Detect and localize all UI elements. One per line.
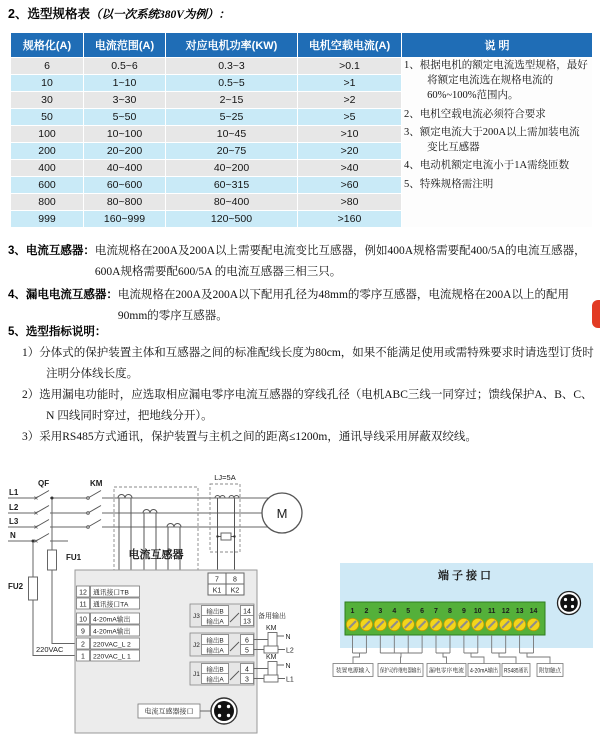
contactor-label: KM bbox=[90, 479, 103, 488]
cell: 5~25 bbox=[166, 109, 298, 126]
group-label-aux-contact: 附加触点 bbox=[539, 668, 564, 675]
spec-table-header-row bbox=[11, 33, 593, 58]
cell: >0.1 bbox=[298, 58, 402, 75]
relay-j3 bbox=[190, 604, 286, 627]
page-title-paren: （以一次系统380V为例）： bbox=[89, 9, 230, 21]
terminal-label: 通讯接口TA bbox=[93, 601, 129, 609]
strip-num: 11 bbox=[487, 608, 496, 615]
cell: 999 bbox=[11, 211, 84, 228]
cell: 10~100 bbox=[84, 126, 166, 143]
section-current-transformer bbox=[8, 241, 594, 283]
col-header-spec: 规格化(A) bbox=[11, 33, 84, 58]
list-item: 3）采用RS485方式通讯，保护装置与主机之间的距离≤1200m，通讯导线采用屏蔽双绞线。 bbox=[22, 431, 477, 443]
terminal-num: 9 bbox=[81, 628, 85, 636]
col-header-notes: 说 明 bbox=[402, 33, 593, 58]
page-edge-red-tab bbox=[592, 300, 600, 328]
relay-num-a: 13 bbox=[243, 618, 251, 626]
terminal-group-labels bbox=[333, 664, 563, 677]
strip-num: 13 bbox=[515, 608, 524, 615]
breaker-label: QF bbox=[38, 479, 50, 488]
qf-breaker bbox=[35, 491, 50, 543]
list-item: 1）分体式的保护装置主体和互感器之间的标准配线长度为80cm，如果不能满足使用或需特殊要求时请选型订货时注明分体线长度。 bbox=[22, 347, 594, 380]
relay-out-a: 输出A bbox=[206, 676, 224, 684]
note-item: 4、电动机额定电流小于1A需绕匝数 bbox=[404, 160, 570, 172]
strip-num: 7 bbox=[434, 608, 438, 615]
wiring-diagram bbox=[0, 467, 600, 747]
leakage-ct-dashed-box bbox=[210, 484, 240, 552]
section3-body: 电流规格在200A及200A以上需要配电流变比互感器，例如400A规格需要配400/5A的电流互感器，600A规格需要配600/5A 的电流互感器三相三只。 bbox=[94, 245, 586, 278]
section4-label: 4、漏电电流互感器： bbox=[8, 289, 118, 301]
group-label-power-input: 装置电源输入 bbox=[336, 668, 373, 675]
relay-num-b: 4 bbox=[245, 666, 249, 674]
group-label-leakage-ct: 漏电零序电流 bbox=[429, 668, 466, 675]
relay-name: J1 bbox=[193, 671, 200, 678]
note-item: 1、根据电机的额定电流选型规格，最好将额定电流选在规格电流的60%~100%范围内。 bbox=[404, 60, 588, 102]
group-label-relay-output: 保护动作继电器输出 bbox=[380, 668, 435, 675]
cell: >5 bbox=[298, 109, 402, 126]
col-header-motor-power: 对应电机功率(KW) bbox=[166, 33, 298, 58]
ct-port-label: 电流互感器接口 bbox=[144, 708, 194, 716]
terminal-label: 通讯接口TB bbox=[93, 589, 129, 597]
page-title-main: 2、选型规格表 bbox=[8, 7, 90, 21]
terminal-7: 7 bbox=[215, 576, 219, 584]
phase-l2-label: L2 bbox=[9, 503, 19, 512]
relay-num-a: 5 bbox=[245, 647, 249, 655]
list-item: 2）选用漏电功能时，应选取相应漏电零序电流互感器的穿线孔径（电机ABC三线一同穿过；馈线保护A、B、C、N 四线同时穿过，把地线分开）。 bbox=[22, 389, 593, 422]
notes-cell bbox=[402, 58, 593, 228]
relay-name: J2 bbox=[193, 642, 200, 649]
strip-num: 9 bbox=[461, 608, 466, 615]
km-coil-label: KM bbox=[266, 625, 277, 632]
strip-num: 5 bbox=[406, 608, 411, 615]
cell: 50 bbox=[11, 109, 84, 126]
cell: 600 bbox=[11, 177, 84, 194]
neutral-label: N bbox=[285, 663, 291, 670]
cell: 0.3~3 bbox=[166, 58, 298, 75]
relay-out-a: 输出A bbox=[206, 618, 224, 626]
section5-title: 5、选型指标说明： bbox=[8, 326, 107, 338]
leakage-ct-coils bbox=[215, 496, 239, 574]
panel-round-connector-icon bbox=[558, 592, 581, 615]
section5-items bbox=[22, 343, 594, 448]
terminal-label: 220VAC_L 2 bbox=[93, 641, 131, 649]
panel-title: 端子接口 bbox=[438, 570, 494, 582]
cell: 3~30 bbox=[84, 92, 166, 109]
km-coil-label: KM bbox=[266, 654, 277, 661]
round-connector-body bbox=[214, 701, 234, 721]
cell: 6 bbox=[11, 58, 84, 75]
cell: >160 bbox=[298, 211, 402, 228]
strip-num: 6 bbox=[420, 608, 425, 615]
relay-out-b: 输出B bbox=[206, 637, 224, 645]
fuse-branch-fu1 bbox=[48, 497, 77, 644]
cell: >40 bbox=[298, 160, 402, 177]
cell: >60 bbox=[298, 177, 402, 194]
cell: 1~10 bbox=[84, 75, 166, 92]
col-header-current-range: 电流范围(A) bbox=[84, 33, 166, 58]
terminal-num: 1 bbox=[81, 653, 85, 661]
group-label-rs485: RS485通讯 bbox=[504, 668, 535, 675]
strip-num: 3 bbox=[378, 608, 383, 615]
relay-num-a: 3 bbox=[245, 676, 249, 684]
cell: 80~800 bbox=[84, 194, 166, 211]
strip-num: 1 bbox=[350, 608, 355, 615]
strip-num: 10 bbox=[473, 608, 482, 615]
section-leakage-ct bbox=[8, 285, 594, 327]
device-terminal-rows bbox=[77, 586, 140, 661]
relay-num-b: 6 bbox=[245, 637, 249, 645]
terminal-num: 2 bbox=[81, 641, 85, 649]
relay-out-b: 输出B bbox=[206, 608, 224, 616]
cell: >10 bbox=[298, 126, 402, 143]
terminal-k2: K2 bbox=[230, 587, 240, 595]
cell: 20~200 bbox=[84, 143, 166, 160]
relay-out-b: 输出B bbox=[206, 666, 224, 674]
cell: 160~999 bbox=[84, 211, 166, 228]
cell: 40~200 bbox=[166, 160, 298, 177]
relay-out-a: 输出A bbox=[206, 647, 224, 655]
terminal-num: 12 bbox=[79, 589, 87, 597]
relay-name: J3 bbox=[193, 613, 200, 620]
terminal-num: 10 bbox=[79, 616, 87, 624]
spare-output-label: 备用输出 bbox=[258, 613, 286, 620]
neutral-label: N bbox=[285, 634, 291, 641]
terminal-k1: K1 bbox=[212, 587, 222, 595]
cell: 60~315 bbox=[166, 177, 298, 194]
group-label-4-20ma: 4-20mA输出 bbox=[470, 668, 504, 675]
cell: 2~15 bbox=[166, 92, 298, 109]
section-selection-notes bbox=[8, 322, 594, 448]
page-title bbox=[8, 4, 230, 22]
cell: 60~600 bbox=[84, 177, 166, 194]
phase-line-label: L1 bbox=[286, 676, 294, 684]
cell: 10 bbox=[11, 75, 84, 92]
cell: 400 bbox=[11, 160, 84, 177]
section3-label: 3、电流互感器： bbox=[8, 245, 95, 257]
strip-num: 14 bbox=[529, 608, 538, 615]
supply-voltage-label: 220VAC bbox=[36, 645, 64, 654]
phase-l3-label: L3 bbox=[9, 517, 19, 526]
cell: 0.5~6 bbox=[84, 58, 166, 75]
cell: 40~400 bbox=[84, 160, 166, 177]
cell: >1 bbox=[298, 75, 402, 92]
cell: >80 bbox=[298, 194, 402, 211]
cell: 80~400 bbox=[166, 194, 298, 211]
note-item: 2、电机空载电流必须符合要求 bbox=[404, 108, 546, 120]
table-row bbox=[11, 58, 593, 75]
cell: 20~75 bbox=[166, 143, 298, 160]
strip-num: 8 bbox=[448, 608, 452, 615]
phase-l1-label: L1 bbox=[9, 488, 19, 497]
cell: 30 bbox=[11, 92, 84, 109]
terminal-panel bbox=[333, 563, 593, 677]
phase-n-label: N bbox=[10, 531, 16, 540]
strip-num: 2 bbox=[364, 608, 369, 615]
terminal-label: 4-20mA输出 bbox=[93, 628, 131, 636]
fuse1-label: FU1 bbox=[66, 553, 82, 562]
section4-body: 电流规格在200A及200A以下配用孔径为48mm的零序互感器，电流规格在200A以上的配用90mm的零序互感器。 bbox=[117, 289, 569, 322]
cell: 800 bbox=[11, 194, 84, 211]
terminal-strip bbox=[345, 602, 545, 635]
terminal-num: 11 bbox=[79, 601, 87, 609]
cell: 100 bbox=[11, 126, 84, 143]
ct-group-label: 电流互感器 bbox=[128, 549, 184, 561]
terminal-label: 4-20mA输出 bbox=[93, 616, 131, 624]
fuse2-label: FU2 bbox=[8, 582, 24, 591]
phase-line-label: L2 bbox=[286, 647, 294, 655]
cell: 0.5~5 bbox=[166, 75, 298, 92]
note-item: 5、特殊规格需注明 bbox=[404, 178, 494, 190]
cell: 5~50 bbox=[84, 109, 166, 126]
cell: 200 bbox=[11, 143, 84, 160]
terminal-label: 220VAC_L 1 bbox=[93, 653, 131, 661]
motor-label: M bbox=[276, 506, 288, 521]
strip-num: 12 bbox=[501, 608, 510, 615]
cell: 10~45 bbox=[166, 126, 298, 143]
cell: >20 bbox=[298, 143, 402, 160]
terminal-8: 8 bbox=[233, 576, 237, 584]
cell: 120~500 bbox=[166, 211, 298, 228]
col-header-noload-current: 电机空载电流(A) bbox=[298, 33, 402, 58]
spec-table bbox=[10, 32, 593, 228]
note-item: 3、额定电流大于200A以上需加装电流变比互感器 bbox=[404, 126, 580, 154]
km-contactor bbox=[87, 491, 101, 529]
k-terminal-block bbox=[208, 573, 244, 595]
cell: >2 bbox=[298, 92, 402, 109]
relay-num-b: 14 bbox=[243, 608, 251, 616]
leakage-ct-label: LJ=5A bbox=[214, 473, 236, 482]
strip-num: 4 bbox=[392, 608, 397, 615]
